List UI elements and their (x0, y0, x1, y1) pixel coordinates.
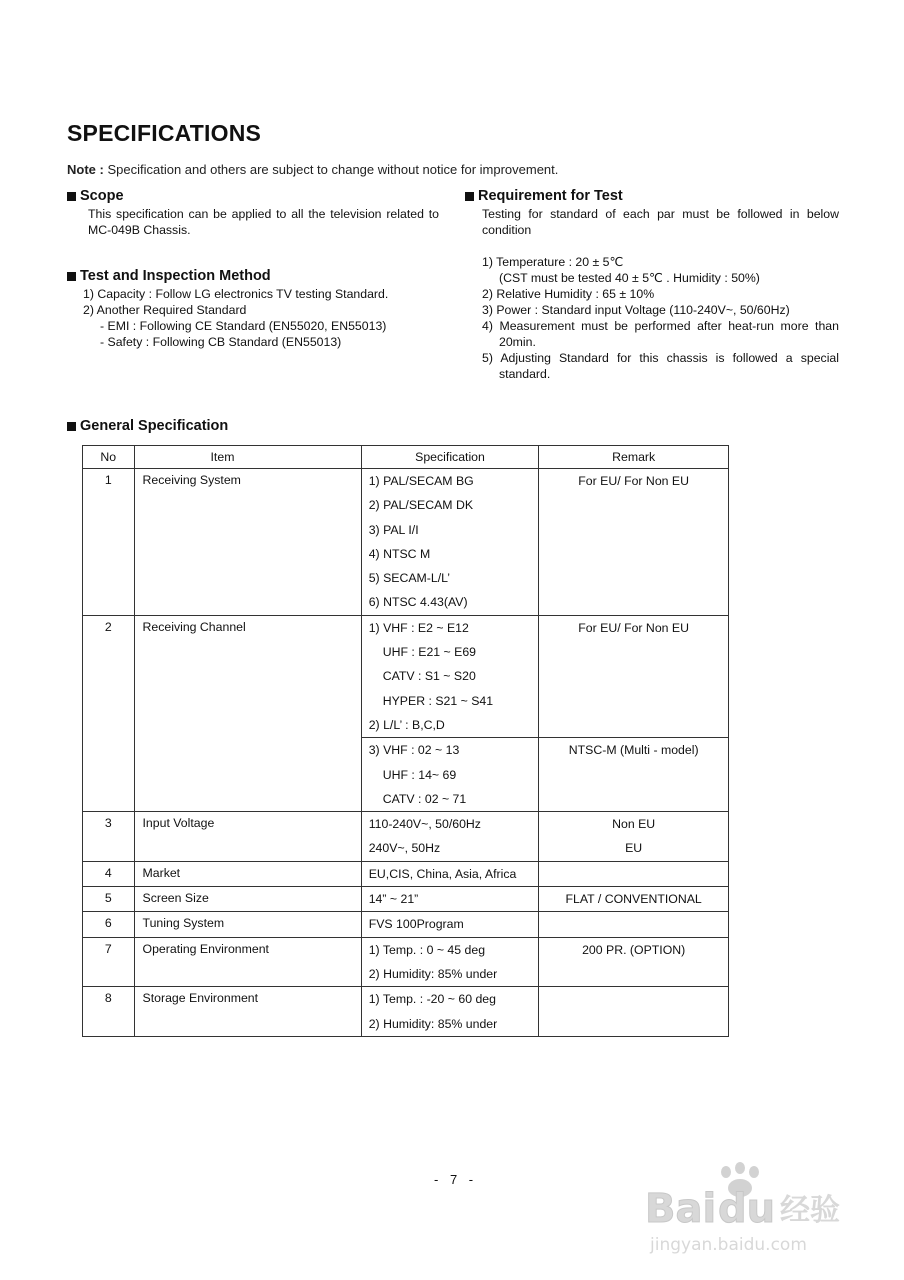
row-remark (539, 987, 729, 1037)
square-bullet-icon (67, 422, 76, 431)
svg-text:jingyan.baidu.com: jingyan.baidu.com (650, 1235, 807, 1255)
row-spec: 110-240V~, 50/60Hz 240V~, 50Hz (361, 812, 539, 862)
test-inspection-heading (67, 268, 271, 284)
row-no: 5 (83, 887, 135, 912)
row-remark: FLAT / CONVENTIONAL (539, 887, 729, 912)
note-label: Note : (67, 162, 104, 177)
row-item: Receiving Channel (134, 615, 361, 811)
square-bullet-icon (465, 192, 474, 201)
requirement-heading-text: Requirement for Test (478, 188, 623, 204)
row-item: Tuning System (134, 912, 361, 937)
table-row (83, 887, 729, 912)
row-spec: 1) Temp. : -20 ~ 60 deg 2) Humidity: 85% under (361, 987, 539, 1037)
requirement-item: 1) Temperature : 20 ± 5℃ (482, 255, 624, 269)
row-spec: 1) PAL/SECAM BG 2) PAL/SECAM DK 3) PAL I/I 4) NTSC M 5) SECAM-L/L’ 6) NTSC 4.43(AV) (361, 469, 539, 616)
row-remark: 200 PR. (OPTION) (539, 937, 729, 987)
row-no: 3 (83, 812, 135, 862)
requirement-heading (465, 188, 623, 204)
row-remark (539, 861, 729, 886)
page-title: SPECIFICATIONS (67, 120, 262, 146)
page-number: - 7 - (434, 1172, 478, 1187)
table-row (83, 937, 729, 987)
row-spec: 3) VHF : 02 ~ 13 UHF : 14~ 69 CATV : 02 ~ 71 (361, 738, 539, 812)
test-inspection-body (83, 286, 388, 350)
requirement-item: 4) Measurement must be performed after heat-run more than 20min. (482, 319, 839, 349)
table-row (83, 861, 729, 886)
square-bullet-icon (67, 192, 76, 201)
row-spec: 1) VHF : E2 ~ E12 UHF : E21 ~ E69 CATV : S1 ~ S20 HYPER : S21 ~ S41 2) L/L’ : B,C,D (361, 615, 539, 737)
row-no: 7 (83, 937, 135, 987)
row-no: 8 (83, 987, 135, 1037)
row-spec: EU,CIS, China, Asia, Africa (361, 861, 539, 886)
row-item: Receiving System (134, 469, 361, 616)
col-header-no: No (83, 446, 135, 469)
table-row (83, 987, 729, 1037)
row-no: 6 (83, 912, 135, 937)
test-line: - EMI : Following CE Standard (EN55020, EN55013) (100, 319, 387, 333)
row-remark: NTSC-M (Multi - model) (539, 738, 729, 812)
note-text: Specification and others are subject to change without notice for improvement. (107, 162, 559, 177)
requirement-item: 2) Relative Humidity : 65 ± 10% (482, 287, 655, 301)
svg-text:du: du (718, 1186, 776, 1232)
row-item: Screen Size (134, 887, 361, 912)
svg-text:经验: 经验 (780, 1193, 840, 1228)
table-row (83, 469, 729, 616)
row-spec: 14” ~ 21” (361, 887, 539, 912)
row-item: Storage Environment (134, 987, 361, 1037)
square-bullet-icon (67, 272, 76, 281)
row-no: 1 (83, 469, 135, 616)
spec-table (82, 445, 729, 1037)
row-remark (539, 912, 729, 937)
col-header-spec: Specification (361, 446, 539, 469)
test-line: - Safety : Following CB Standard (EN55013) (100, 335, 342, 349)
requirement-item: 3) Power : Standard input Voltage (110-240V~, 50/60Hz) (482, 303, 790, 317)
note-line (67, 162, 558, 177)
row-remark: For EU/ For Non EU (539, 469, 729, 616)
scope-heading (67, 188, 124, 204)
general-spec-heading-text: General Specification (80, 418, 229, 434)
requirement-item: (CST must be tested 40 ± 5℃ . Humidity : 50%) (499, 271, 760, 285)
col-header-item: Item (134, 446, 361, 469)
row-spec: 1) Temp. : 0 ~ 45 deg 2) Humidity: 85% under (361, 937, 539, 987)
row-no: 2 (83, 615, 135, 811)
table-row (83, 812, 729, 862)
col-header-remark: Remark (539, 446, 729, 469)
requirement-item: 5) Adjusting Standard for this chassis is followed a special standard. (482, 351, 839, 381)
table-header-row (83, 446, 729, 469)
row-remark: For EU/ For Non EU (539, 615, 729, 737)
row-item: Operating Environment (134, 937, 361, 987)
scope-text: This specification can be applied to all the television related to MC-049B Chassis. (88, 207, 439, 237)
requirement-list (482, 254, 839, 382)
row-remark: Non EU EU (539, 812, 729, 862)
requirement-intro: Testing for standard of each par must be followed in below condition (482, 207, 839, 237)
row-item: Market (134, 861, 361, 886)
test-line: 2) Another Required Standard (83, 303, 247, 317)
row-no: 4 (83, 861, 135, 886)
table-row (83, 912, 729, 937)
general-spec-heading (67, 418, 228, 434)
row-spec: FVS 100Program (361, 912, 539, 937)
scope-heading-text: Scope (80, 188, 124, 204)
baidu-watermark-logo (640, 1160, 860, 1270)
svg-text:Bai: Bai (645, 1186, 717, 1232)
test-line: 1) Capacity : Follow LG electronics TV testing Standard. (83, 287, 389, 301)
test-inspection-heading-text: Test and Inspection Method (80, 268, 271, 284)
row-item: Input Voltage (134, 812, 361, 862)
table-row (83, 615, 729, 737)
